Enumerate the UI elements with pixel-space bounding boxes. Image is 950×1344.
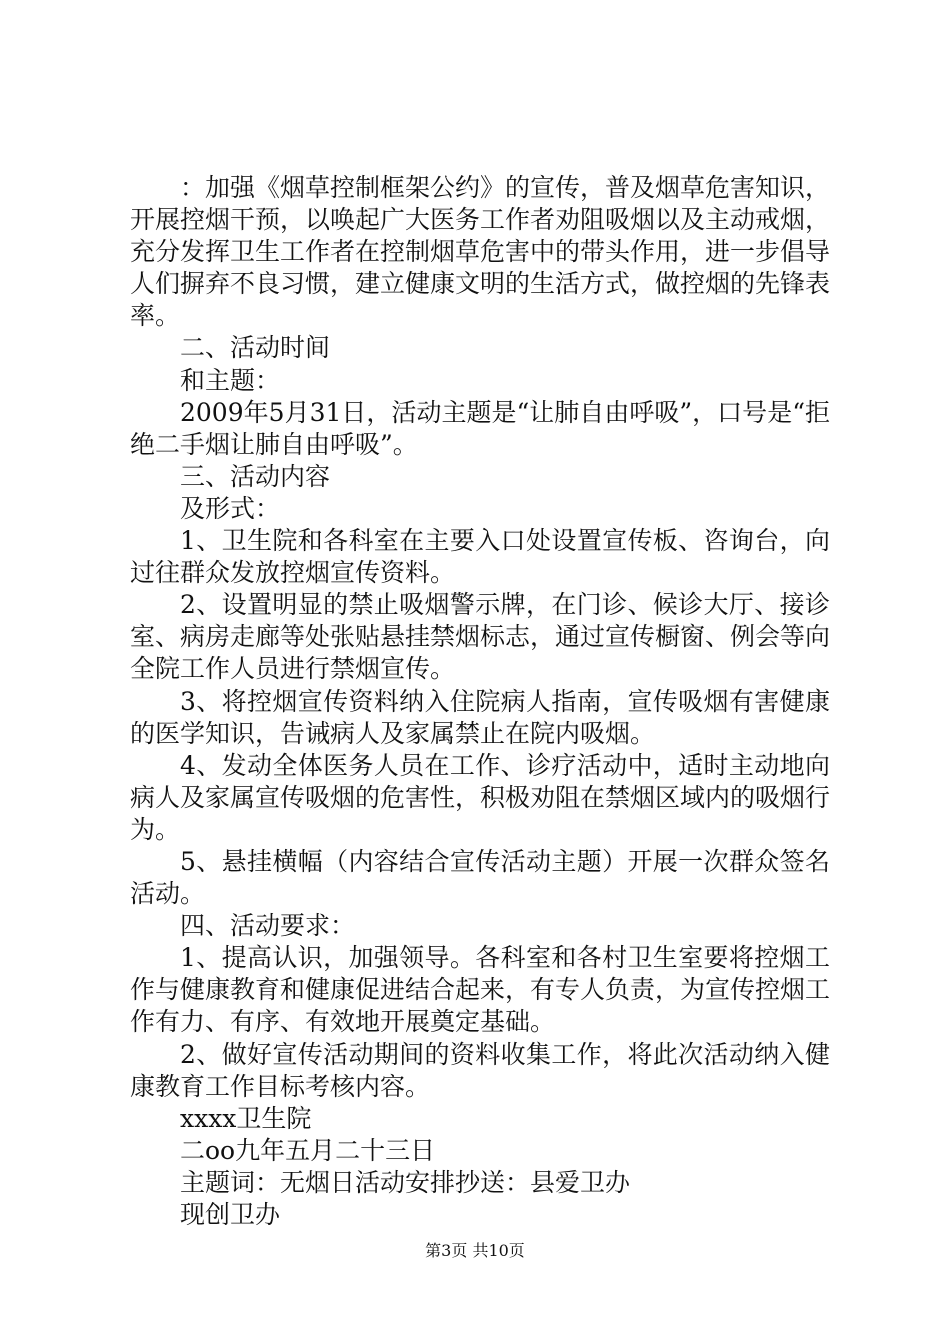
list-item-content-2: 2、设置明显的禁止吸烟警示牌，在门诊、候诊大厅、接诊室、病房走廊等处张贴悬挂禁烟标志，通过宣传橱窗、例会等向全院工作人员进行禁烟宣传。 [130,590,831,684]
paragraph-purpose: ：加强《烟草控制框架公约》的宣传，普及烟草危害知识，开展控烟干预，以唤起广大医务工作者劝阻吸烟以及主动戒烟，充分发挥卫生工作者在控制烟草危害中的带头作用，进一步倡导人们摒弃不良习惯，建立健康文明的生活方式，做控烟的先锋表率。 [130,173,831,331]
list-item-requirement-1: 1、提高认识，加强领导。各科室和各村卫生室要将控烟工作与健康教育和健康促进结合起来，有专人负责，为宣传控烟工作有力、有序、有效地开展奠定基础。 [130,943,831,1037]
list-item-content-1: 1、卫生院和各科室在主要入口处设置宣传板、咨询台，向过往群众发放控烟宣传资料。 [130,526,830,588]
heading-activity-requirements: 四、活动要求： [180,911,356,941]
signature-organization: xxxx卫生院 [180,1103,312,1133]
signature-date: 二oo九年五月二十三日 [180,1135,436,1165]
page-number-footer: 第3页 共10页 [425,1241,525,1260]
subject-keywords: 主题词：无烟日活动安排抄送：县爱卫办 [180,1167,631,1197]
copy-to-recipients: 现创卫办 [180,1200,281,1229]
document-body [130,172,830,1231]
heading-activity-theme: 和主题： [180,365,281,395]
heading-activity-content: 三、活动内容 [180,461,331,491]
list-item-content-4: 4、发动全体医务人员在工作、诊疗活动中，适时主动地向病人及家属宣传吸烟的危害性，积极劝阻在禁烟区域内的吸烟行为。 [130,750,831,844]
list-item-content-5: 5、悬挂横幅（内容结合宣传活动主题）开展一次群众签名活动。 [130,846,830,909]
list-item-requirement-2: 2、做好宣传活动期间的资料收集工作，将此次活动纳入健康教育工作目标考核内容。 [130,1039,830,1101]
paragraph-date-theme: 2009年5月31日，活动主题是“让肺自由呼吸”，口号是“拒绝二手烟让肺自由呼吸”。 [130,397,830,459]
heading-activity-time: 二、活动时间 [180,333,331,363]
heading-activity-form: 及形式： [180,493,281,523]
list-item-content-3: 3、将控烟宣传资料纳入住院病人指南，宣传吸烟有害健康的医学知识，告诫病人及家属禁止在院内吸烟。 [130,686,830,748]
